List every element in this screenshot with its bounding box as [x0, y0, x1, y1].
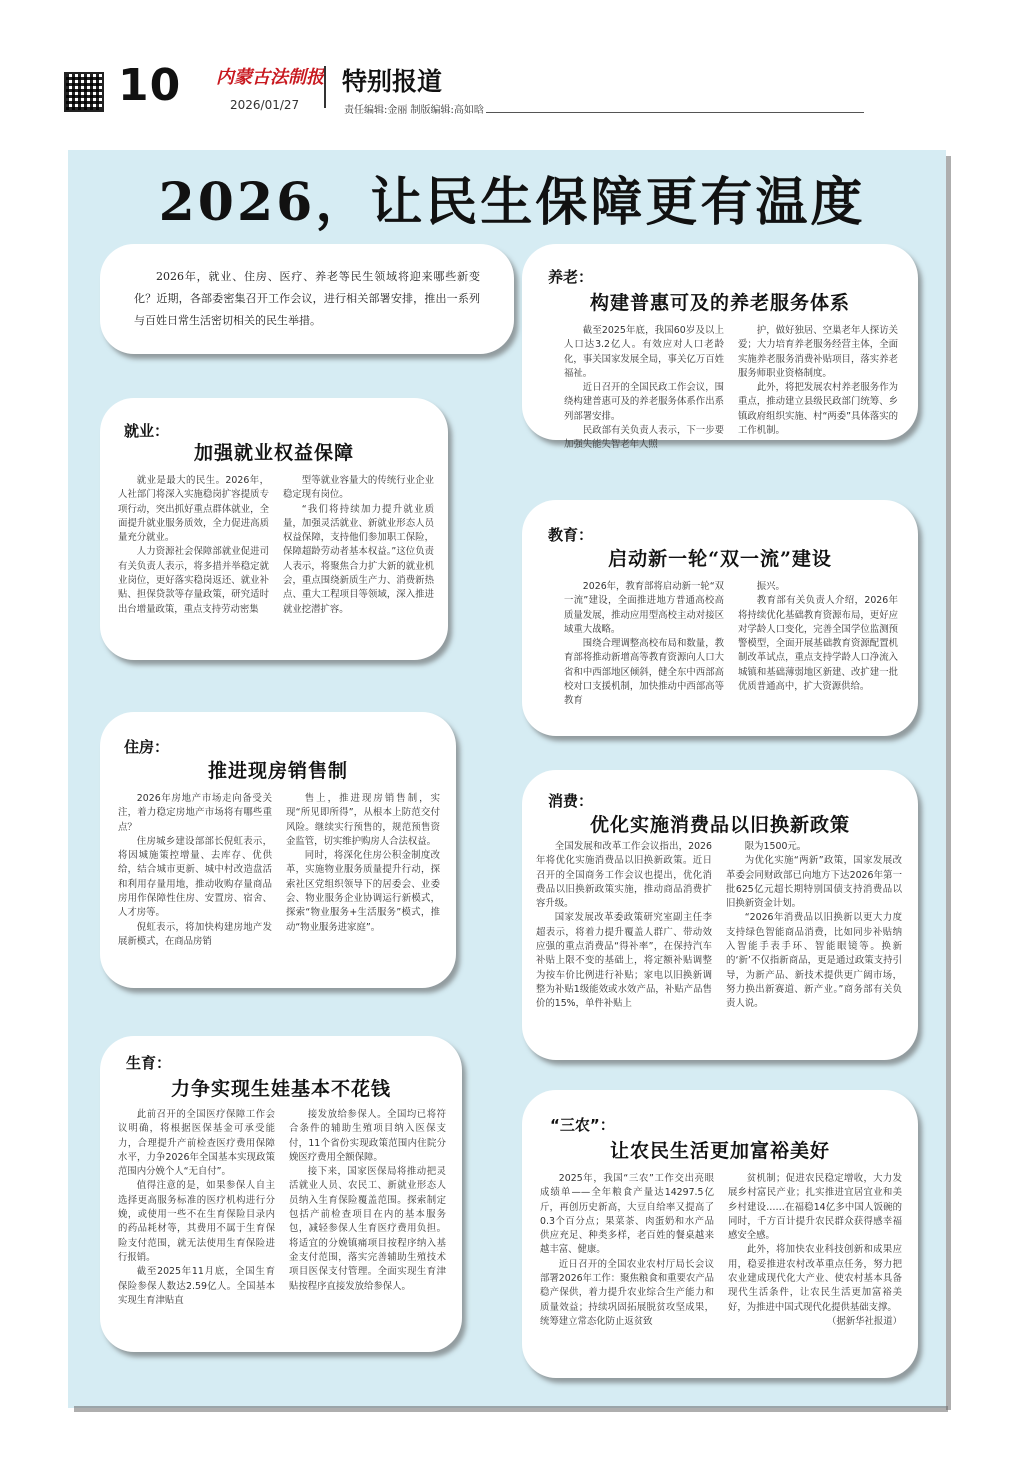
- section-tag: “三农”：: [550, 1116, 615, 1134]
- source-credit: （据新华社报道）: [826, 1315, 902, 1327]
- panel-shadow: [946, 156, 951, 1410]
- text-column: 振兴。 教育部有关负责人介绍，2026年将持续优化基础教育资源布局，更好应对学龄人口变化，完善全国学位监测预警模型，全面开展基础教育资源配置机制改革试点，重点支持学龄人口净流入城镇和基础薄弱地区新建、改扩建一批优质普通高中，扩大资源供给。: [738, 581, 898, 693]
- text-column: 护，做好独居、空巢老年人探访关爱；大力培育养老服务经营主体，全面实施养老服务消费补贴项目，落实养老服务师职业资格制度。 此外，将把发展农村养老服务作为重点，推动建立县级民政部门统筹、乡镇政府组织实施、村“两委”具体落实的工作机制。: [738, 325, 898, 437]
- section-title: 推进现房销售制: [207, 760, 348, 782]
- card-jiuye: [100, 398, 448, 660]
- section-tag: 生育：: [126, 1054, 172, 1072]
- text-column: 截至2025年底，我国60岁及以上人口达3.2亿人。有效应对人口老龄化，事关国家发展全局，事关亿万百姓福祉。 近日召开的全国民政工作会议，围绕构建普惠可及的养老服务体系作出系列部署安排。 民政部有关负责人表示，下一步要加强失能失智老年人照: [564, 325, 724, 451]
- intro-text: 2026年，就业、住房、医疗、养老等民生领域将迎来哪些新变化？近期，各部委密集召开工作会议，进行相关部署安排，推出一系列与百姓日常生活密切相关的民生举措。: [134, 270, 480, 327]
- card-jiaoyu: [522, 500, 918, 736]
- issue-date: 2026/01/27: [230, 98, 300, 112]
- section-title: 让农民生活更加富裕美好: [609, 1140, 830, 1162]
- section-name: 特别报道: [342, 67, 443, 96]
- newspaper-logo: 内蒙古法制报: [216, 67, 324, 88]
- section-tag: 消费：: [548, 792, 594, 810]
- section-title: 加强就业权益保障: [193, 442, 354, 464]
- section-title: 优化实施消费品以旧换新政策: [589, 814, 850, 836]
- card-zhufang: [100, 712, 456, 988]
- section-tag: 教育：: [548, 526, 594, 544]
- card-xiaofei: [522, 770, 918, 1060]
- section-title: 启动新一轮“双一流”建设: [608, 548, 832, 570]
- text-column: 全国发展和改革工作会议指出，2026年将优化实施消费品以旧换新政策。近日召开的全国商务工作会议也提出，优化消费品以旧换新政策实施，推动商品消费扩容升级。 国家发展改革委政策研究室副主任李超表示，将着力提升覆盖人群广、带动效应强的重点消费品“得补率”，在保持汽车补贴上限不变的基础上，将定额补贴调整为按车价比例进行补贴；家电以旧换新调整为补贴1级能效或水效产品，补贴产品售价的15%，单件补贴上: [536, 841, 712, 1010]
- card-shengyu: [100, 1036, 462, 1352]
- header-rule: [486, 112, 864, 113]
- section-title: 构建普惠可及的养老服务体系: [589, 292, 850, 314]
- editors-line: 责任编辑:金丽 制版编辑:高如晗: [344, 105, 484, 116]
- text-column: 2026年房地产市场走向备受关注，着力稳定房地产市场将有哪些重点？ 住房城乡建设部部长倪虹表示，将因城施策控增量、去库存、优供给，结合城市更新、城中村改造盘活和利用存量用地，推动收购存量商品房用作保障性住房、安置房、宿舍、人才房等。 倪虹表示，将加快构建房地产发展新模式，在商品房销: [118, 793, 272, 947]
- intro-card: [100, 244, 514, 354]
- card-yanglao: [522, 244, 918, 451]
- text-column: 接发放给参保人。全国均已将符合条件的辅助生殖项目纳入医保支付，11个省份实现政策范围内住院分娩医疗费用全额保障。 接下来，国家医保局将推动把灵活就业人员、农民工、新就业形态人员纳入生育保险覆盖范围。探索制定包括产前检查项目在内的基本服务包，减轻参保人生育医疗费用负担。将适宜的分娩镇痛项目按程序纳入基金支付范围，落实完善辅助生殖技术项目医保支付管理。全面实现生育津贴按程序直接发放给参保人。: [289, 1109, 446, 1292]
- qr-code-icon: [64, 72, 104, 112]
- text-column: 售上，推进现房销售制，实现“所见即所得”，从根本上防范交付风险。继续实行预售的，规范预售资金监管，切实维护购房人合法权益。 同时，将深化住房公积金制度改革，实施物业服务质量提升行动，探索社区党组织领导下的居委会、业委会、物业服务企业协调运行新模式，探索“物业服务+生活服务”模式，推动“物业服务进家庭”。: [286, 793, 440, 933]
- section-title: 力争实现生娃基本不花钱: [170, 1078, 391, 1100]
- text-column: 贫机制；促进农民稳定增收，大力发展乡村富民产业；扎实推进宜居宜业和美乡村建设……在福稳14亿多中国人饭碗的同时，千方百计提升农民群众获得感幸福感安全感。 此外，将加快农业科技创新和成果应用，稳妥推进农村改革重点任务，努力把农业建成现代化大产业、使农村基本具备现代生活条件，让农民生活更加富裕美好，为推进中国式现代化提供基础支撑。 （据新华社报道）: [728, 1172, 902, 1329]
- section-tag: 就业：: [124, 422, 170, 440]
- text-column: 2025年，我国“三农”工作交出亮眼成绩单——全年粮食产量达14297.5亿斤，再创历史新高，大豆自给率又提高了0.3个百分点；果菜茶、肉蛋奶和水产品供应充足、种类多样，老百姓的餐桌越来越丰富、健康。 近日召开的全国农业农村厅局长会议部署2026年工作：聚焦粮食和重要农产品稳产保供，着力提升农业综合生产能力和质量效益；持续巩固拓展脱贫攻坚成果，统筹建立常态化防止返贫致: [540, 1173, 714, 1327]
- panel-shadow: [74, 1406, 948, 1412]
- text-column: 此前召开的全国医疗保障工作会议明确，将根据医保基金可承受能力，合理提升产前检查医疗费用保障水平，力争2026年全国基本实现政策范围内分娩个人“无自付”。 值得注意的是，如果参保人自主选择更高服务标准的医疗机构进行分娩，或使用一些不在生育保险目录内的药品耗材等，其费用不属于生育保险支付范围，就无法使用生育保险进行报销。 截至2025年11月底，全国生育保险参保人数达2.59亿人。全国基本实现生育津贴直: [118, 1109, 275, 1306]
- header-divider: [324, 66, 326, 108]
- text-column: 2026年，教育部将启动新一轮“双一流”建设，全面推进地方普通高校高质量发展，推动应用型高校主动对接区域重大战略。 围绕合理调整高校布局和数量，教育部将推动新增高等教育资源向人口大省和中西部地区倾斜，健全东中西部高校对口支援机制，加快推动中西部高等教育: [564, 581, 725, 707]
- page-number: 10: [118, 60, 182, 111]
- card-sannong: [522, 1090, 918, 1378]
- main-headline: 2026，让民生保障更有温度: [158, 172, 866, 233]
- section-tag: 住房：: [124, 738, 170, 756]
- text-column: 限为1500元。 为优化实施“两新”政策，国家发展改革委会同财政部已向地方下达2026年第一批625亿元超长期特别国债支持消费品以旧换新资金计划。 “2026年消费品以旧换新以更大力度支持绿色智能商品消费，比如同步补贴纳入智能手表手环、智能眼镜等。换新的‘新’不仅指新商品，更是通过政策支持引导，为新产品、新技术提供更广阔市场，努力换出新赛道、新产业。”商务部有关负责人说。: [726, 841, 902, 1010]
- text-column: 就业是最大的民生。2026年，人社部门将深入实施稳岗扩容提质专项行动，突出抓好重点群体就业，全面提升就业服务质效，全力促进高质量充分就业。 人力资源社会保障部就业促进司有关负责人表示，将多措并举稳定就业岗位，更好落实稳岗返还、就业补贴、担保贷款等存量政策，研究适时出台增量政策，重点支持劳动密集: [118, 475, 269, 615]
- section-tag: 养老：: [548, 268, 594, 286]
- text-column: 型等就业容量大的传统行业企业稳定现有岗位。 “我们将持续加力提升就业质量，加强灵活就业、新就业形态人员权益保障，支持他们参加职工保险，保障超龄劳动者基本权益。”这位负责人表示，将聚焦合力扩大新的就业机会，重点围绕新质生产力、消费新热点、重大工程项目等领域，深入推进就业挖潜扩容。: [283, 475, 434, 615]
